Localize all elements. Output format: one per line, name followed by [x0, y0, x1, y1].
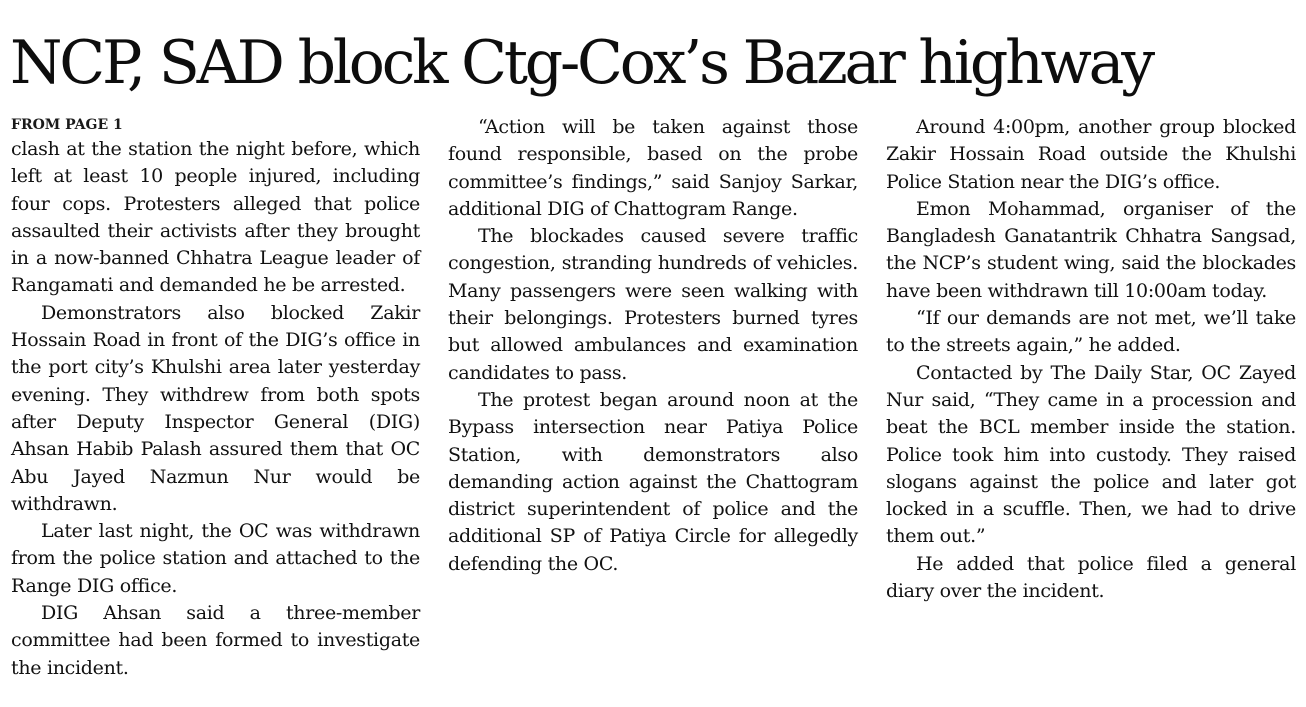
paragraph: “If our demands are not met, we’ll take to the streets again,” he added. [886, 307, 1296, 357]
paragraph: Emon Mohammad, organiser of the Bangladesh Ganatantrik Chhatra Sangsad, the NCP’s student wing, said the blockades have been withdrawn till 10:00am today. [886, 197, 1296, 302]
paragraph: He added that police filed a general diary over the incident. [886, 552, 1296, 603]
paragraph: The blockades caused severe traffic congestion, stranding hundreds of vehicles. Many passengers were seen walking with their belongings. Protesters burned tyres but allowed ambulances and examination candidates to pass. [448, 225, 858, 384]
paragraph: clash at the station the night before, which left at least 10 people injured, including four cops. Protesters alleged that police assaulted their activists after they brought in a now-banned Chhatra League leader of Rangamati and demanded he be arrested. [11, 138, 420, 297]
article-column-3 [886, 114, 1296, 605]
continued-from-label: FROM PAGE 1 [11, 117, 123, 133]
paragraph: DIG Ahsan said a three-member committee had been formed to investigate the incident. [11, 602, 420, 679]
paragraph: Later last night, the OC was withdrawn from the police station and attached to the Range DIG office. [11, 520, 420, 597]
article-column-1 [11, 114, 420, 682]
paragraph: The protest began around noon at the Bypass intersection near Patiya Police Station, with demonstrators also demanding action against the Chattogram district superintendent of police and the additional SP of Patiya Circle for allegedly defending the OC. [448, 388, 858, 575]
headline: NCP, SAD block Ctg-Cox’s Bazar highway [10, 28, 1152, 98]
paragraph: Around 4:00pm, another group blocked Zakir Hossain Road outside the Khulshi Police Station near the DIG’s office. [886, 116, 1296, 193]
paragraph: Contacted by The Daily Star, OC Zayed Nur said, “They came in a procession and beat the BCL member inside the station. Police took him into custody. They raised slogans against the police and later got locked in a scuffle. Then, we had to drive them out.” [886, 361, 1296, 548]
paragraph: “Action will be taken against those found responsible, based on the probe committee’s findings,” said Sanjoy Sarkar, additional DIG of Chattogram Range. [448, 116, 858, 220]
article-column-2 [448, 114, 858, 578]
paragraph: Demonstrators also blocked Zakir Hossain Road in front of the DIG’s office in the port city’s Khulshi area later yesterday evening. They withdrew from both spots after Deputy Inspector General (DIG) Ahsan Habib Palash assured them that OC Abu Jayed Nazmun Nur would be withdrawn. [11, 301, 420, 515]
